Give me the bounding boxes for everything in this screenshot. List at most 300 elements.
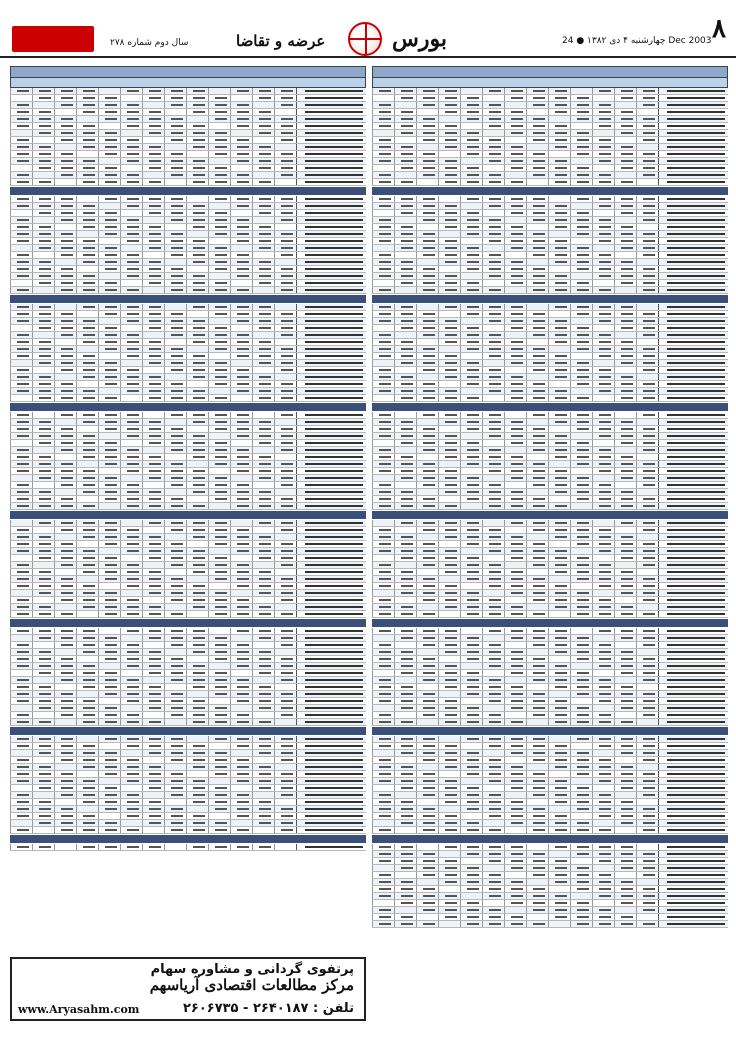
value-cell bbox=[10, 245, 32, 251]
value-cell bbox=[164, 712, 186, 718]
value-cell bbox=[98, 88, 120, 94]
value-cell bbox=[164, 611, 186, 617]
value-cell bbox=[98, 597, 120, 603]
value-cell bbox=[98, 440, 120, 446]
value-cell bbox=[252, 555, 274, 561]
value-cell bbox=[636, 503, 658, 509]
value-cell bbox=[526, 604, 548, 610]
value-cell bbox=[230, 224, 252, 230]
table-row bbox=[10, 792, 366, 799]
table-row bbox=[10, 712, 366, 719]
value-cell bbox=[592, 778, 614, 784]
value-cell bbox=[548, 858, 570, 864]
value-cell bbox=[10, 534, 32, 540]
value-cell bbox=[526, 325, 548, 331]
value-cell bbox=[10, 231, 32, 237]
value-cell bbox=[10, 628, 32, 634]
value-cell bbox=[460, 318, 482, 324]
category-bar bbox=[10, 835, 366, 843]
value-cell bbox=[526, 109, 548, 115]
value-cell bbox=[570, 569, 592, 575]
value-cell bbox=[142, 503, 164, 509]
table-row bbox=[372, 691, 728, 698]
value-cell bbox=[526, 231, 548, 237]
value-cell bbox=[460, 684, 482, 690]
table-row bbox=[372, 231, 728, 238]
value-cell bbox=[98, 656, 120, 662]
value-cell bbox=[208, 360, 230, 366]
value-cell bbox=[592, 325, 614, 331]
company-name-cell bbox=[296, 332, 366, 338]
value-cell bbox=[252, 489, 274, 495]
value-cell bbox=[208, 395, 230, 401]
value-cell bbox=[548, 123, 570, 129]
value-cell bbox=[186, 419, 208, 425]
value-cell bbox=[394, 318, 416, 324]
value-cell bbox=[416, 764, 438, 770]
value-cell bbox=[186, 447, 208, 453]
value-cell bbox=[416, 684, 438, 690]
value-cell bbox=[10, 259, 32, 265]
value-cell bbox=[32, 785, 54, 791]
value-cell bbox=[438, 736, 460, 742]
value-cell bbox=[76, 231, 98, 237]
value-cell bbox=[438, 339, 460, 345]
value-cell bbox=[460, 719, 482, 725]
value-cell bbox=[394, 304, 416, 310]
company-name-cell bbox=[658, 590, 728, 596]
value-cell bbox=[142, 461, 164, 467]
company-name-cell bbox=[658, 203, 728, 209]
value-cell bbox=[482, 353, 504, 359]
value-cell bbox=[526, 503, 548, 509]
value-cell bbox=[504, 555, 526, 561]
value-cell bbox=[548, 468, 570, 474]
value-cell bbox=[526, 806, 548, 812]
value-cell bbox=[164, 792, 186, 798]
table-row bbox=[10, 137, 366, 144]
value-cell bbox=[438, 757, 460, 763]
value-cell bbox=[164, 196, 186, 202]
value-cell bbox=[274, 130, 296, 136]
value-cell bbox=[120, 520, 142, 526]
issue-number: سال دوم شماره ۲۷۸ bbox=[110, 38, 189, 48]
value-cell bbox=[504, 412, 526, 418]
value-cell bbox=[372, 210, 394, 216]
value-cell bbox=[372, 172, 394, 178]
value-cell bbox=[142, 367, 164, 373]
company-name-cell bbox=[296, 548, 366, 554]
value-cell bbox=[548, 158, 570, 164]
table-row bbox=[372, 367, 728, 374]
value-cell bbox=[570, 520, 592, 526]
value-cell bbox=[252, 360, 274, 366]
value-cell bbox=[274, 280, 296, 286]
value-cell bbox=[614, 820, 636, 826]
value-cell bbox=[186, 109, 208, 115]
value-cell bbox=[142, 799, 164, 805]
value-cell bbox=[438, 360, 460, 366]
value-cell bbox=[274, 447, 296, 453]
value-cell bbox=[230, 353, 252, 359]
company-name-cell bbox=[296, 447, 366, 453]
value-cell bbox=[614, 489, 636, 495]
value-cell bbox=[120, 677, 142, 683]
value-cell bbox=[394, 893, 416, 899]
company-name-cell bbox=[658, 332, 728, 338]
value-cell bbox=[10, 426, 32, 432]
value-cell bbox=[570, 179, 592, 185]
value-cell bbox=[482, 496, 504, 502]
value-cell bbox=[142, 280, 164, 286]
value-cell bbox=[504, 642, 526, 648]
value-cell bbox=[98, 527, 120, 533]
table-row bbox=[372, 569, 728, 576]
value-cell bbox=[548, 367, 570, 373]
value-cell bbox=[208, 743, 230, 749]
value-cell bbox=[76, 217, 98, 223]
value-cell bbox=[54, 576, 76, 582]
value-cell bbox=[32, 663, 54, 669]
ad-line-phone: تلفن : ۲۶۴۰۱۸۷ - ۲۶۰۶۷۳۵ bbox=[182, 1001, 354, 1016]
company-name-cell bbox=[658, 670, 728, 676]
value-cell bbox=[482, 447, 504, 453]
value-cell bbox=[438, 346, 460, 352]
value-cell bbox=[76, 172, 98, 178]
value-cell bbox=[208, 318, 230, 324]
value-cell bbox=[274, 757, 296, 763]
value-cell bbox=[32, 381, 54, 387]
value-cell bbox=[460, 388, 482, 394]
value-cell bbox=[592, 360, 614, 366]
value-cell bbox=[526, 224, 548, 230]
value-cell bbox=[460, 179, 482, 185]
value-cell bbox=[416, 649, 438, 655]
value-cell bbox=[548, 203, 570, 209]
value-cell bbox=[98, 231, 120, 237]
company-name-cell bbox=[296, 482, 366, 488]
value-cell bbox=[252, 520, 274, 526]
value-cell bbox=[460, 503, 482, 509]
value-cell bbox=[10, 764, 32, 770]
value-cell bbox=[416, 440, 438, 446]
value-cell bbox=[230, 203, 252, 209]
value-cell bbox=[636, 273, 658, 279]
value-cell bbox=[98, 179, 120, 185]
value-cell bbox=[614, 705, 636, 711]
value-cell bbox=[548, 454, 570, 460]
value-cell bbox=[570, 419, 592, 425]
value-cell bbox=[548, 116, 570, 122]
value-cell bbox=[142, 684, 164, 690]
table-row bbox=[10, 433, 366, 440]
company-name-cell bbox=[658, 109, 728, 115]
value-cell bbox=[98, 503, 120, 509]
value-cell bbox=[252, 287, 274, 293]
value-cell bbox=[76, 360, 98, 366]
value-cell bbox=[592, 799, 614, 805]
company-name-cell bbox=[296, 778, 366, 784]
table-row bbox=[372, 698, 728, 705]
value-cell bbox=[614, 360, 636, 366]
value-cell bbox=[98, 210, 120, 216]
value-cell bbox=[570, 750, 592, 756]
value-cell bbox=[570, 433, 592, 439]
value-cell bbox=[10, 388, 32, 394]
value-cell bbox=[230, 663, 252, 669]
value-cell bbox=[274, 325, 296, 331]
value-cell bbox=[230, 691, 252, 697]
value-cell bbox=[274, 144, 296, 150]
value-cell bbox=[164, 388, 186, 394]
value-cell bbox=[570, 785, 592, 791]
value-cell bbox=[32, 757, 54, 763]
value-cell bbox=[592, 231, 614, 237]
company-name-cell bbox=[296, 461, 366, 467]
value-cell bbox=[460, 806, 482, 812]
table-row bbox=[10, 820, 366, 827]
value-cell bbox=[230, 827, 252, 833]
value-cell bbox=[10, 785, 32, 791]
value-cell bbox=[614, 691, 636, 697]
value-cell bbox=[482, 642, 504, 648]
value-cell bbox=[636, 799, 658, 805]
value-cell bbox=[460, 541, 482, 547]
value-cell bbox=[230, 534, 252, 540]
value-cell bbox=[548, 813, 570, 819]
value-cell bbox=[614, 151, 636, 157]
value-cell bbox=[372, 743, 394, 749]
value-cell bbox=[592, 179, 614, 185]
value-cell bbox=[416, 116, 438, 122]
value-cell bbox=[394, 921, 416, 927]
value-cell bbox=[592, 109, 614, 115]
value-cell bbox=[416, 921, 438, 927]
value-cell bbox=[120, 381, 142, 387]
value-cell bbox=[394, 576, 416, 582]
value-cell bbox=[208, 346, 230, 352]
value-cell bbox=[548, 461, 570, 467]
value-cell bbox=[636, 151, 658, 157]
value-cell bbox=[10, 374, 32, 380]
value-cell bbox=[570, 527, 592, 533]
value-cell bbox=[54, 656, 76, 662]
value-cell bbox=[416, 792, 438, 798]
value-cell bbox=[636, 851, 658, 857]
value-cell bbox=[416, 663, 438, 669]
value-cell bbox=[526, 527, 548, 533]
value-cell bbox=[394, 367, 416, 373]
value-cell bbox=[142, 95, 164, 101]
value-cell bbox=[186, 656, 208, 662]
value-cell bbox=[164, 583, 186, 589]
value-cell bbox=[504, 921, 526, 927]
value-cell bbox=[142, 165, 164, 171]
value-cell bbox=[142, 548, 164, 554]
table-row bbox=[372, 210, 728, 217]
value-cell bbox=[274, 597, 296, 603]
value-cell bbox=[416, 548, 438, 554]
value-cell bbox=[32, 520, 54, 526]
table-row bbox=[372, 88, 728, 95]
value-cell bbox=[592, 562, 614, 568]
value-cell bbox=[32, 806, 54, 812]
value-cell bbox=[76, 628, 98, 634]
value-cell bbox=[460, 677, 482, 683]
value-cell bbox=[98, 287, 120, 293]
value-cell bbox=[32, 426, 54, 432]
value-cell bbox=[76, 604, 98, 610]
value-cell bbox=[504, 844, 526, 850]
value-cell bbox=[120, 353, 142, 359]
company-name-cell bbox=[296, 555, 366, 561]
value-cell bbox=[614, 778, 636, 784]
value-cell bbox=[54, 360, 76, 366]
value-cell bbox=[372, 820, 394, 826]
value-cell bbox=[32, 712, 54, 718]
value-cell bbox=[438, 468, 460, 474]
value-cell bbox=[32, 642, 54, 648]
value-cell bbox=[636, 642, 658, 648]
value-cell bbox=[120, 245, 142, 251]
value-cell bbox=[252, 792, 274, 798]
table-row bbox=[372, 583, 728, 590]
value-cell bbox=[416, 527, 438, 533]
value-cell bbox=[54, 604, 76, 610]
value-cell bbox=[10, 273, 32, 279]
value-cell bbox=[526, 367, 548, 373]
value-cell bbox=[120, 635, 142, 641]
company-name-cell bbox=[658, 130, 728, 136]
table-row bbox=[372, 123, 728, 130]
company-name-cell bbox=[658, 635, 728, 641]
value-cell bbox=[570, 489, 592, 495]
value-cell bbox=[208, 698, 230, 704]
value-cell bbox=[32, 705, 54, 711]
value-cell bbox=[416, 555, 438, 561]
value-cell bbox=[164, 750, 186, 756]
value-cell bbox=[526, 750, 548, 756]
value-cell bbox=[120, 684, 142, 690]
value-cell bbox=[614, 844, 636, 850]
value-cell bbox=[570, 813, 592, 819]
value-cell bbox=[394, 844, 416, 850]
value-cell bbox=[230, 210, 252, 216]
value-cell bbox=[120, 642, 142, 648]
value-cell bbox=[416, 468, 438, 474]
value-cell bbox=[416, 245, 438, 251]
value-cell bbox=[504, 475, 526, 481]
value-cell bbox=[570, 238, 592, 244]
value-cell bbox=[208, 757, 230, 763]
value-cell bbox=[548, 273, 570, 279]
value-cell bbox=[614, 165, 636, 171]
value-cell bbox=[416, 280, 438, 286]
value-cell bbox=[32, 482, 54, 488]
value-cell bbox=[438, 921, 460, 927]
value-cell bbox=[252, 468, 274, 474]
value-cell bbox=[614, 447, 636, 453]
value-cell bbox=[636, 820, 658, 826]
table-row bbox=[10, 576, 366, 583]
value-cell bbox=[230, 684, 252, 690]
company-name-cell bbox=[658, 663, 728, 669]
value-cell bbox=[636, 332, 658, 338]
value-cell bbox=[164, 203, 186, 209]
value-cell bbox=[614, 893, 636, 899]
company-name-cell bbox=[296, 280, 366, 286]
value-cell bbox=[164, 827, 186, 833]
value-cell bbox=[614, 475, 636, 481]
value-cell bbox=[416, 374, 438, 380]
value-cell bbox=[460, 583, 482, 589]
company-name-cell bbox=[296, 172, 366, 178]
value-cell bbox=[416, 670, 438, 676]
value-cell bbox=[186, 541, 208, 547]
value-cell bbox=[208, 712, 230, 718]
table-row bbox=[372, 332, 728, 339]
value-cell bbox=[54, 705, 76, 711]
value-cell bbox=[164, 604, 186, 610]
value-cell bbox=[416, 388, 438, 394]
value-cell bbox=[394, 273, 416, 279]
value-cell bbox=[504, 677, 526, 683]
company-name-cell bbox=[658, 224, 728, 230]
company-name-cell bbox=[658, 95, 728, 101]
table-row bbox=[372, 426, 728, 433]
value-cell bbox=[142, 440, 164, 446]
value-cell bbox=[416, 102, 438, 108]
value-cell bbox=[230, 116, 252, 122]
value-cell bbox=[164, 503, 186, 509]
company-name-cell bbox=[296, 635, 366, 641]
value-cell bbox=[504, 426, 526, 432]
value-cell bbox=[592, 374, 614, 380]
value-cell bbox=[76, 440, 98, 446]
value-cell bbox=[32, 360, 54, 366]
value-cell bbox=[438, 318, 460, 324]
value-cell bbox=[438, 311, 460, 317]
company-name-cell bbox=[658, 628, 728, 634]
value-cell bbox=[252, 785, 274, 791]
value-cell bbox=[76, 109, 98, 115]
value-cell bbox=[164, 482, 186, 488]
value-cell bbox=[416, 827, 438, 833]
value-cell bbox=[10, 757, 32, 763]
value-cell bbox=[548, 245, 570, 251]
value-cell bbox=[274, 224, 296, 230]
company-name-cell bbox=[296, 719, 366, 725]
value-cell bbox=[592, 736, 614, 742]
table-row bbox=[372, 433, 728, 440]
value-cell bbox=[120, 590, 142, 596]
value-cell bbox=[120, 705, 142, 711]
value-cell bbox=[482, 736, 504, 742]
value-cell bbox=[394, 489, 416, 495]
value-cell bbox=[186, 736, 208, 742]
value-cell bbox=[438, 95, 460, 101]
value-cell bbox=[10, 520, 32, 526]
value-cell bbox=[186, 764, 208, 770]
value-cell bbox=[274, 172, 296, 178]
value-cell bbox=[504, 311, 526, 317]
company-name-cell bbox=[658, 684, 728, 690]
category-bar bbox=[372, 187, 728, 195]
value-cell bbox=[32, 576, 54, 582]
value-cell bbox=[614, 555, 636, 561]
value-cell bbox=[504, 266, 526, 272]
value-cell bbox=[252, 318, 274, 324]
